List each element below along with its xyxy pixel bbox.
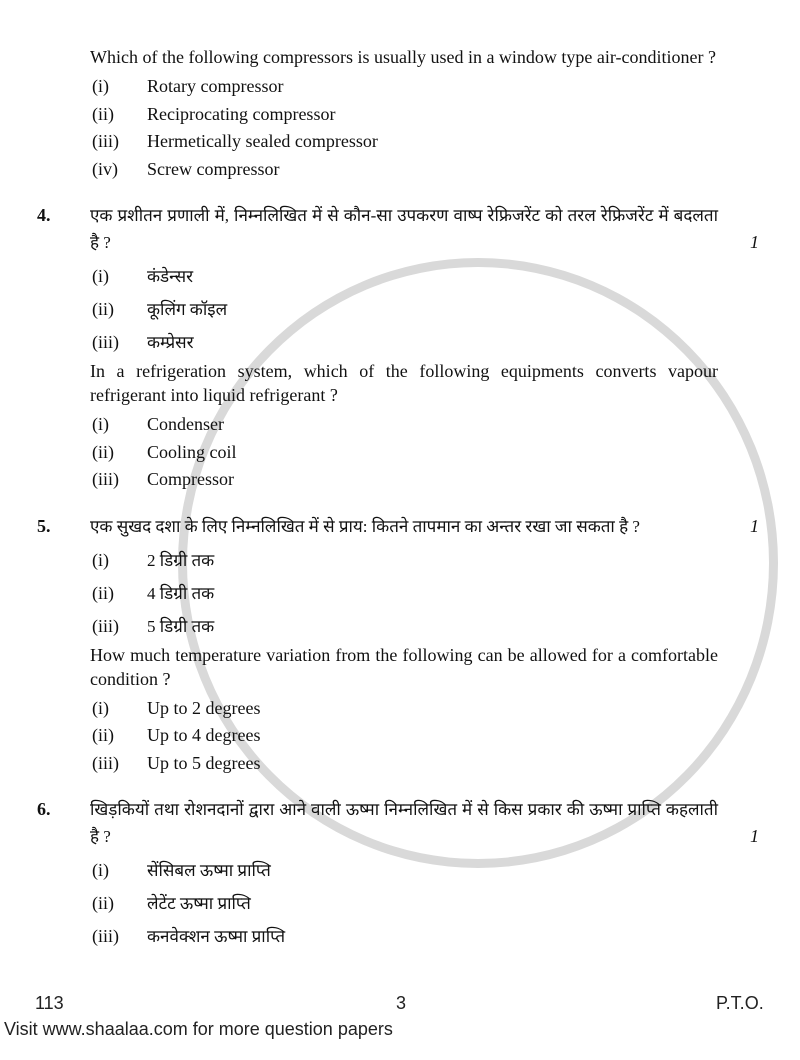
question-marks: 1: [750, 515, 759, 536]
option-label: (iii): [92, 615, 119, 636]
option-label: (iii): [92, 469, 119, 489]
option-text: कंडेन्सर: [147, 267, 194, 286]
question-number: 6.: [37, 799, 51, 819]
option-label: (ii): [92, 725, 114, 745]
options-list: [92, 695, 800, 778]
option-text: Up to 4 degrees: [147, 725, 261, 745]
option-text: Rotary compressor: [147, 76, 284, 96]
page-number: 3: [396, 993, 407, 1013]
option: [92, 695, 800, 723]
question-text: How much temperature variation from the following can be allowed for a comfortable condition ?: [90, 644, 718, 689]
visit-link[interactable]: Visit www.shaalaa.com for more question papers: [4, 1019, 393, 1039]
option-label: (i): [92, 266, 109, 286]
question-4: [37, 202, 800, 256]
option: [92, 73, 800, 101]
option: [92, 854, 800, 887]
option-text: लेटेंट ऊष्मा प्राप्ति: [147, 894, 251, 913]
question-number: 4.: [37, 205, 51, 225]
option-label: (i): [92, 414, 109, 434]
option-text: कूलिंग कॉइल: [147, 300, 228, 319]
question-number: 5.: [37, 515, 51, 536]
option-text: 5 डिग्री तक: [147, 616, 215, 636]
option: [92, 887, 800, 920]
option-text: Hermetically sealed compressor: [147, 131, 378, 151]
option: [92, 326, 800, 359]
options-list: [92, 73, 800, 183]
option: [92, 722, 800, 750]
question-text: Which of the following compressors is usually used in a window type air-conditioner ?: [90, 47, 717, 67]
option-label: (ii): [92, 299, 114, 319]
options-list-hindi: [92, 854, 800, 953]
option-text: Screw compressor: [147, 158, 280, 179]
option-label: (iii): [92, 926, 119, 946]
option-label: (i): [92, 697, 109, 718]
option-label: (iii): [92, 131, 119, 151]
option: [92, 260, 800, 293]
option: [92, 411, 800, 439]
option-text: सेंसिबल ऊष्मा प्राप्ति: [147, 861, 271, 880]
option: [92, 577, 800, 610]
option-label: (iv): [92, 158, 118, 179]
options-list: [92, 411, 800, 494]
option-text: 2 डिग्री तक: [147, 550, 215, 570]
question-marks: 1: [750, 826, 759, 846]
option-label: (ii): [92, 103, 114, 124]
question-text-hindi: एक सुखद दशा के लिए निम्नलिखित में से प्राय: कितने तापमान का अन्तर रखा जा सकता है ?: [90, 516, 640, 536]
option-text: कनवेक्शन ऊष्मा प्राप्ति: [147, 927, 286, 946]
pto-label: P.T.O.: [716, 993, 764, 1013]
option-label: (iii): [92, 752, 119, 773]
question-6: [37, 796, 800, 850]
option: [92, 544, 800, 577]
option-label: (i): [92, 76, 109, 96]
option-text: Up to 5 degrees: [147, 752, 261, 773]
option-text: कम्प्रेसर: [147, 333, 194, 352]
option-label: (ii): [92, 441, 114, 462]
question-marks: 1: [750, 232, 759, 252]
question-text-hindi: एक प्रशीतन प्रणाली में, निम्नलिखित में से कौन-सा उपकरण वाष्प रेफ्रिजरेंट को तरल रेफ्रिजरेंट में बदलता है ?: [90, 206, 718, 252]
option: [92, 156, 800, 184]
option: [92, 293, 800, 326]
option: [92, 750, 800, 778]
options-list-hindi: [92, 260, 800, 359]
option: [92, 920, 800, 953]
option-label: (i): [92, 549, 109, 570]
option: [92, 439, 800, 467]
option-text: Reciprocating compressor: [147, 103, 336, 124]
question-text: In a refrigeration system, which of the following equipments converts vapour refrigerant into liquid refrigerant ?: [90, 361, 718, 405]
page-footer: [2, 993, 800, 1045]
option-label: (iii): [92, 332, 119, 352]
option-text: Condenser: [147, 414, 224, 434]
options-list-hindi: [92, 544, 800, 643]
question-5: [37, 513, 800, 540]
option-label: (ii): [92, 893, 114, 913]
option-label: (i): [92, 860, 109, 880]
option-text: 4 डिग्री तक: [147, 583, 215, 603]
option-label: (ii): [92, 582, 114, 603]
option: [92, 466, 800, 494]
option: [92, 101, 800, 129]
option: [92, 610, 800, 643]
option-text: Cooling coil: [147, 441, 237, 462]
option-text: Up to 2 degrees: [147, 697, 261, 718]
option-text: Compressor: [147, 469, 234, 489]
option: [92, 128, 800, 156]
question-text-hindi: खिड़कियों तथा रोशनदानों द्वारा आने वाली ऊष्मा निम्नलिखित में से किस प्रकार की ऊष्मा प्राप्ति कहलाती है ?: [90, 800, 718, 846]
paper-code: 113: [35, 993, 64, 1013]
